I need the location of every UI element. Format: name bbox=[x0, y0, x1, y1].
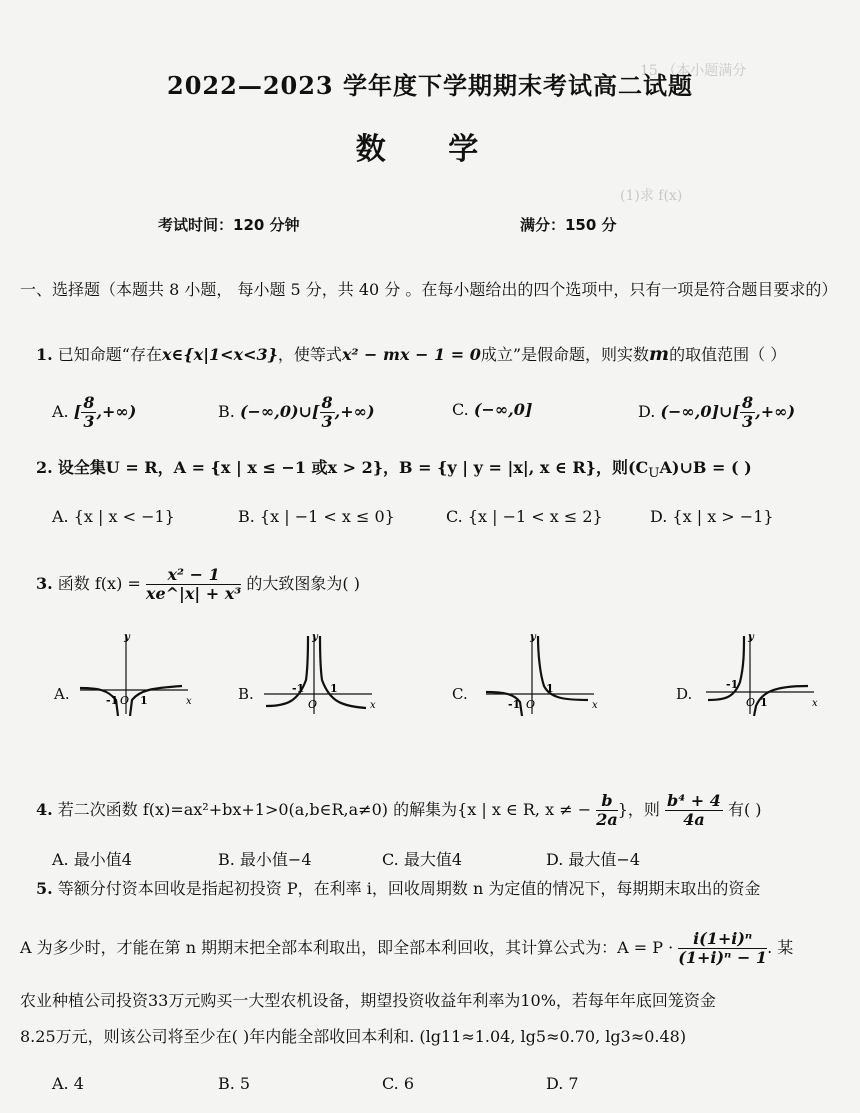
graph-a[interactable] bbox=[78, 630, 194, 716]
option-math: [ $\frac{8}{3}$ ,+∞) bbox=[73, 393, 137, 431]
option-letter: C. bbox=[452, 400, 469, 419]
question-5-text: 8.25万元，则该公司将至少在( )年内能全部收回本利和. (lg11≈1.04, lg5≈0.70, lg3≈0.48) bbox=[20, 1027, 687, 1046]
x-label: x bbox=[186, 696, 192, 707]
frac-bottom: 3 bbox=[321, 412, 333, 431]
option-b[interactable]: B. 最小值−4 bbox=[218, 850, 312, 869]
frac-top: x² − 1 bbox=[146, 566, 241, 585]
question-text: ，使等式 bbox=[277, 345, 342, 364]
option-letter: D. bbox=[638, 402, 656, 421]
graph-label-a[interactable]: A. bbox=[54, 685, 70, 703]
option-d[interactable]: D. 最大值−4 bbox=[546, 850, 641, 869]
option-a[interactable]: A. {x | x < −1} bbox=[52, 507, 175, 526]
fraction bbox=[596, 792, 618, 829]
question-text: 成立”是假命题，则实数 bbox=[480, 345, 650, 364]
fraction bbox=[678, 930, 767, 967]
tick-label: -1 bbox=[292, 682, 305, 695]
question-2 bbox=[36, 455, 836, 481]
option-math: (−∞,0]∪[ $\frac{8}{3}$ ,+∞) bbox=[660, 393, 796, 431]
question-text: A 为多少时，才能在第 n 期期末把全部本利取出，即全部本利回收，其计算公式为：A = P · bbox=[20, 938, 674, 957]
math-expression: x∈{x|1<x<3} bbox=[161, 345, 278, 364]
option-d[interactable]: D. {x | x > −1} bbox=[650, 507, 774, 526]
option-a[interactable] bbox=[52, 394, 136, 431]
y-label: y bbox=[748, 632, 754, 643]
graph-label-c[interactable]: C. bbox=[452, 685, 468, 703]
bleed-through-text: (1)求 f(x) bbox=[620, 188, 683, 204]
question-number: 1. bbox=[36, 345, 53, 364]
question-text: A)∪B = ( ) bbox=[659, 458, 752, 477]
origin-label: O bbox=[526, 698, 536, 711]
x-label: x bbox=[812, 698, 818, 709]
frac-top: i(1+i)ⁿ bbox=[678, 930, 767, 949]
question-text: 有( ) bbox=[727, 800, 762, 819]
option-d[interactable]: D. 7 bbox=[546, 1074, 579, 1093]
math-variable: m bbox=[649, 343, 670, 365]
fraction bbox=[81, 394, 96, 431]
question-text: }，则 bbox=[617, 800, 660, 819]
option-math: (−∞,0)∪[ $\frac{8}{3}$ ,+∞) bbox=[239, 393, 375, 431]
tick-label: -1 bbox=[726, 678, 739, 691]
fraction bbox=[665, 792, 723, 829]
option-b[interactable]: B. {x | −1 < x ≤ 0} bbox=[238, 507, 395, 526]
tick-label: 1 bbox=[760, 696, 768, 709]
origin-label: O bbox=[308, 698, 318, 711]
option-d[interactable] bbox=[638, 394, 795, 431]
question-text: 函数 f(x) = bbox=[57, 574, 141, 593]
tick-label: -1 bbox=[508, 698, 521, 711]
question-5-text: 农业种植公司投资33万元购买一大型农机设备，期望投资收益年利率为10%，若每年年底回笼资金 bbox=[20, 991, 716, 1010]
question-3 bbox=[36, 566, 836, 603]
option-letter: B. bbox=[218, 402, 235, 421]
frac-top: 8 bbox=[742, 393, 754, 412]
option-b[interactable]: B. 5 bbox=[218, 1074, 251, 1093]
frac-bottom: (1+i)ⁿ − 1 bbox=[678, 948, 768, 967]
bleed-through-text: 15.（本小题满分 bbox=[640, 63, 747, 79]
graph-label-b[interactable]: B. bbox=[238, 685, 254, 703]
origin-label: O bbox=[746, 696, 756, 709]
frac-top: 8 bbox=[83, 393, 95, 412]
graph-b[interactable] bbox=[262, 630, 378, 716]
frac-top: 8 bbox=[321, 393, 333, 412]
exam-title: 2022—2023 学年度下学期期末考试高二试题 bbox=[167, 71, 693, 100]
frac-top: b⁴ + 4 bbox=[667, 791, 721, 810]
frac-bottom: 2a bbox=[596, 810, 618, 829]
frac-top: b bbox=[596, 792, 618, 811]
curve bbox=[266, 636, 308, 706]
option-c[interactable]: C. {x | −1 < x ≤ 2} bbox=[446, 507, 603, 526]
graph-c[interactable] bbox=[484, 630, 600, 716]
option-math: (−∞,0] bbox=[473, 400, 533, 419]
frac-bottom: 3 bbox=[83, 412, 95, 431]
question-number: 4. bbox=[36, 800, 53, 819]
y-label: y bbox=[530, 632, 536, 643]
graph-d[interactable] bbox=[704, 630, 820, 716]
origin-label: O bbox=[120, 694, 130, 707]
frac-bottom: xe^|x| + x³ bbox=[145, 584, 242, 603]
y-label: y bbox=[124, 632, 130, 643]
question-1-options bbox=[52, 394, 832, 434]
subscript: U bbox=[648, 466, 660, 482]
frac-bottom: 4a bbox=[683, 810, 705, 829]
option-c[interactable]: C. 最大值4 bbox=[382, 850, 463, 869]
subject-title: 数 学 bbox=[355, 132, 505, 167]
question-number: 3. bbox=[36, 574, 53, 593]
math-expression: x² − mx − 1 = 0 bbox=[341, 345, 481, 364]
question-text: 等额分付资本回收是指起初投资 P，在利率 i，回收周期数 n 为定值的情况下，每期期末取出的资金 bbox=[57, 879, 761, 898]
question-text: 已知命题“存在 bbox=[57, 345, 162, 364]
x-label: x bbox=[592, 700, 598, 711]
fraction bbox=[740, 394, 755, 431]
question-number: 5. bbox=[36, 879, 53, 898]
exam-time: 考试时间：120 分钟 bbox=[158, 216, 300, 234]
question-5 bbox=[36, 876, 836, 899]
question-number: 2. bbox=[36, 458, 53, 477]
fraction bbox=[320, 394, 335, 431]
x-label: x bbox=[370, 700, 376, 711]
y-label: y bbox=[312, 632, 318, 643]
option-a[interactable]: A. 最小值4 bbox=[52, 850, 132, 869]
question-text: 的取值范围（ ） bbox=[669, 345, 787, 364]
question-text: 的大致图象为( ) bbox=[246, 574, 360, 593]
frac-bottom: 3 bbox=[742, 412, 754, 431]
tick-label: -1 bbox=[106, 694, 119, 707]
fraction bbox=[146, 566, 241, 603]
question-5-formula-line bbox=[20, 930, 840, 967]
tick-label: 1 bbox=[546, 682, 554, 695]
question-text: 设全集U = R，A = {x | x ≤ −1 或x > 2}，B = {y | y = |x|, x ∈ R}，则(C bbox=[57, 458, 649, 477]
graph-label-d[interactable]: D. bbox=[676, 685, 693, 703]
question-4 bbox=[36, 792, 836, 829]
curve bbox=[320, 636, 366, 708]
option-letter: A. bbox=[52, 402, 69, 421]
full-score: 满分：150 分 bbox=[520, 216, 617, 234]
tick-label: 1 bbox=[140, 694, 148, 707]
option-c[interactable] bbox=[452, 400, 532, 419]
question-1 bbox=[36, 342, 836, 365]
option-c[interactable]: C. 6 bbox=[382, 1074, 415, 1093]
question-text: . 某 bbox=[767, 938, 794, 957]
tick-label: 1 bbox=[330, 682, 338, 695]
section-heading: 一、选择题（本题共 8 小题， 每小题 5 分，共 40 分 。在每小题给出的四个选项中，只有一项是符合题目要求的） bbox=[20, 280, 838, 299]
option-b[interactable] bbox=[218, 394, 375, 431]
option-a[interactable]: A. 4 bbox=[52, 1074, 84, 1093]
question-text: 若二次函数 f(x)=ax²+bx+1>0(a,b∈R,a≠0) 的解集为{x | x ∈ R, x ≠ − bbox=[57, 800, 592, 819]
